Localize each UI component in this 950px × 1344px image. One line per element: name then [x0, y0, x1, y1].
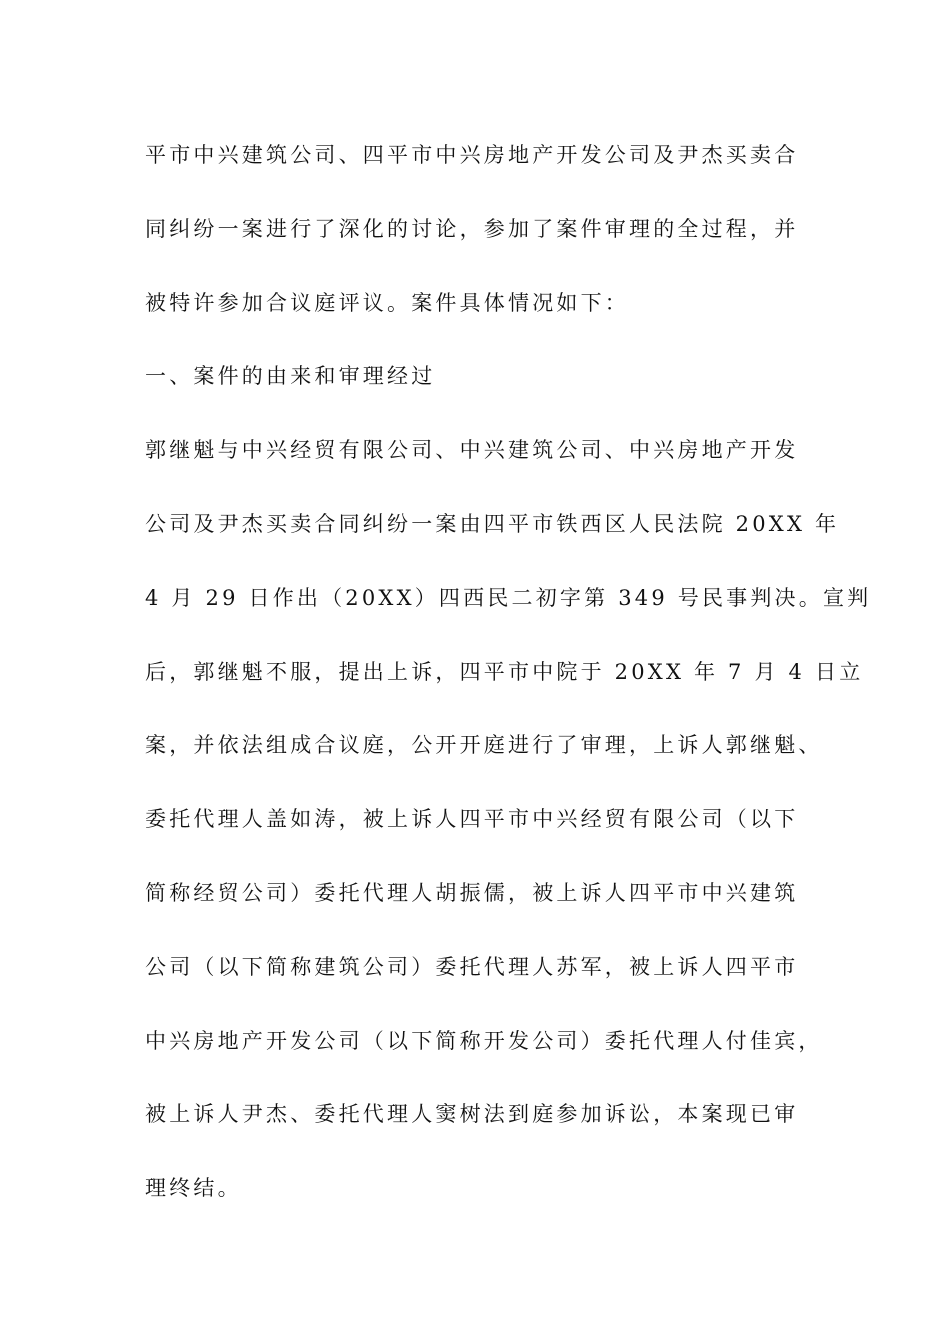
paragraph-line: 委托代理人盖如涛，被上诉人四平市中兴经贸有限公司（以下: [145, 807, 799, 832]
paragraph-line: 郭继魁与中兴经贸有限公司、中兴建筑公司、中兴房地产开发: [145, 438, 799, 463]
section-heading: 一、案件的由来和审理经过: [145, 364, 436, 389]
paragraph-line: 公司及尹杰买卖合同纠纷一案由四平市铁西区人民法院 20XX 年: [145, 511, 840, 536]
paragraph-line: 中兴房地产开发公司（以下简称开发公司）委托代理人付佳宾，: [145, 1028, 823, 1053]
paragraph-line: 理终结。: [145, 1176, 242, 1201]
paragraph-line: 简称经贸公司）委托代理人胡振儒，被上诉人四平市中兴建筑: [145, 880, 799, 905]
paragraph-line: 4 月 29 日作出（20XX）四西民二初字第 349 号民事判决。宣判: [145, 585, 872, 610]
paragraph-line: 被上诉人尹杰、委托代理人窦树法到庭参加诉讼，本案现已审: [145, 1102, 799, 1127]
paragraph-line: 被特许参加合议庭评议。案件具体情况如下：: [145, 290, 629, 315]
paragraph-line: 后，郭继魁不服，提出上诉，四平市中院于 20XX 年 7 月 4 日立: [145, 659, 864, 684]
paragraph-line: 公司（以下简称建筑公司）委托代理人苏军，被上诉人四平市: [145, 954, 799, 979]
paragraph-line: 同纠纷一案进行了深化的讨论，参加了案件审理的全过程，并: [145, 216, 799, 241]
paragraph-line: 平市中兴建筑公司、四平市中兴房地产开发公司及尹杰买卖合: [145, 143, 799, 167]
paragraph-line: 案，并依法组成合议庭，公开开庭进行了审理，上诉人郭继魁、: [145, 733, 823, 758]
document-body: [145, 130, 872, 1237]
